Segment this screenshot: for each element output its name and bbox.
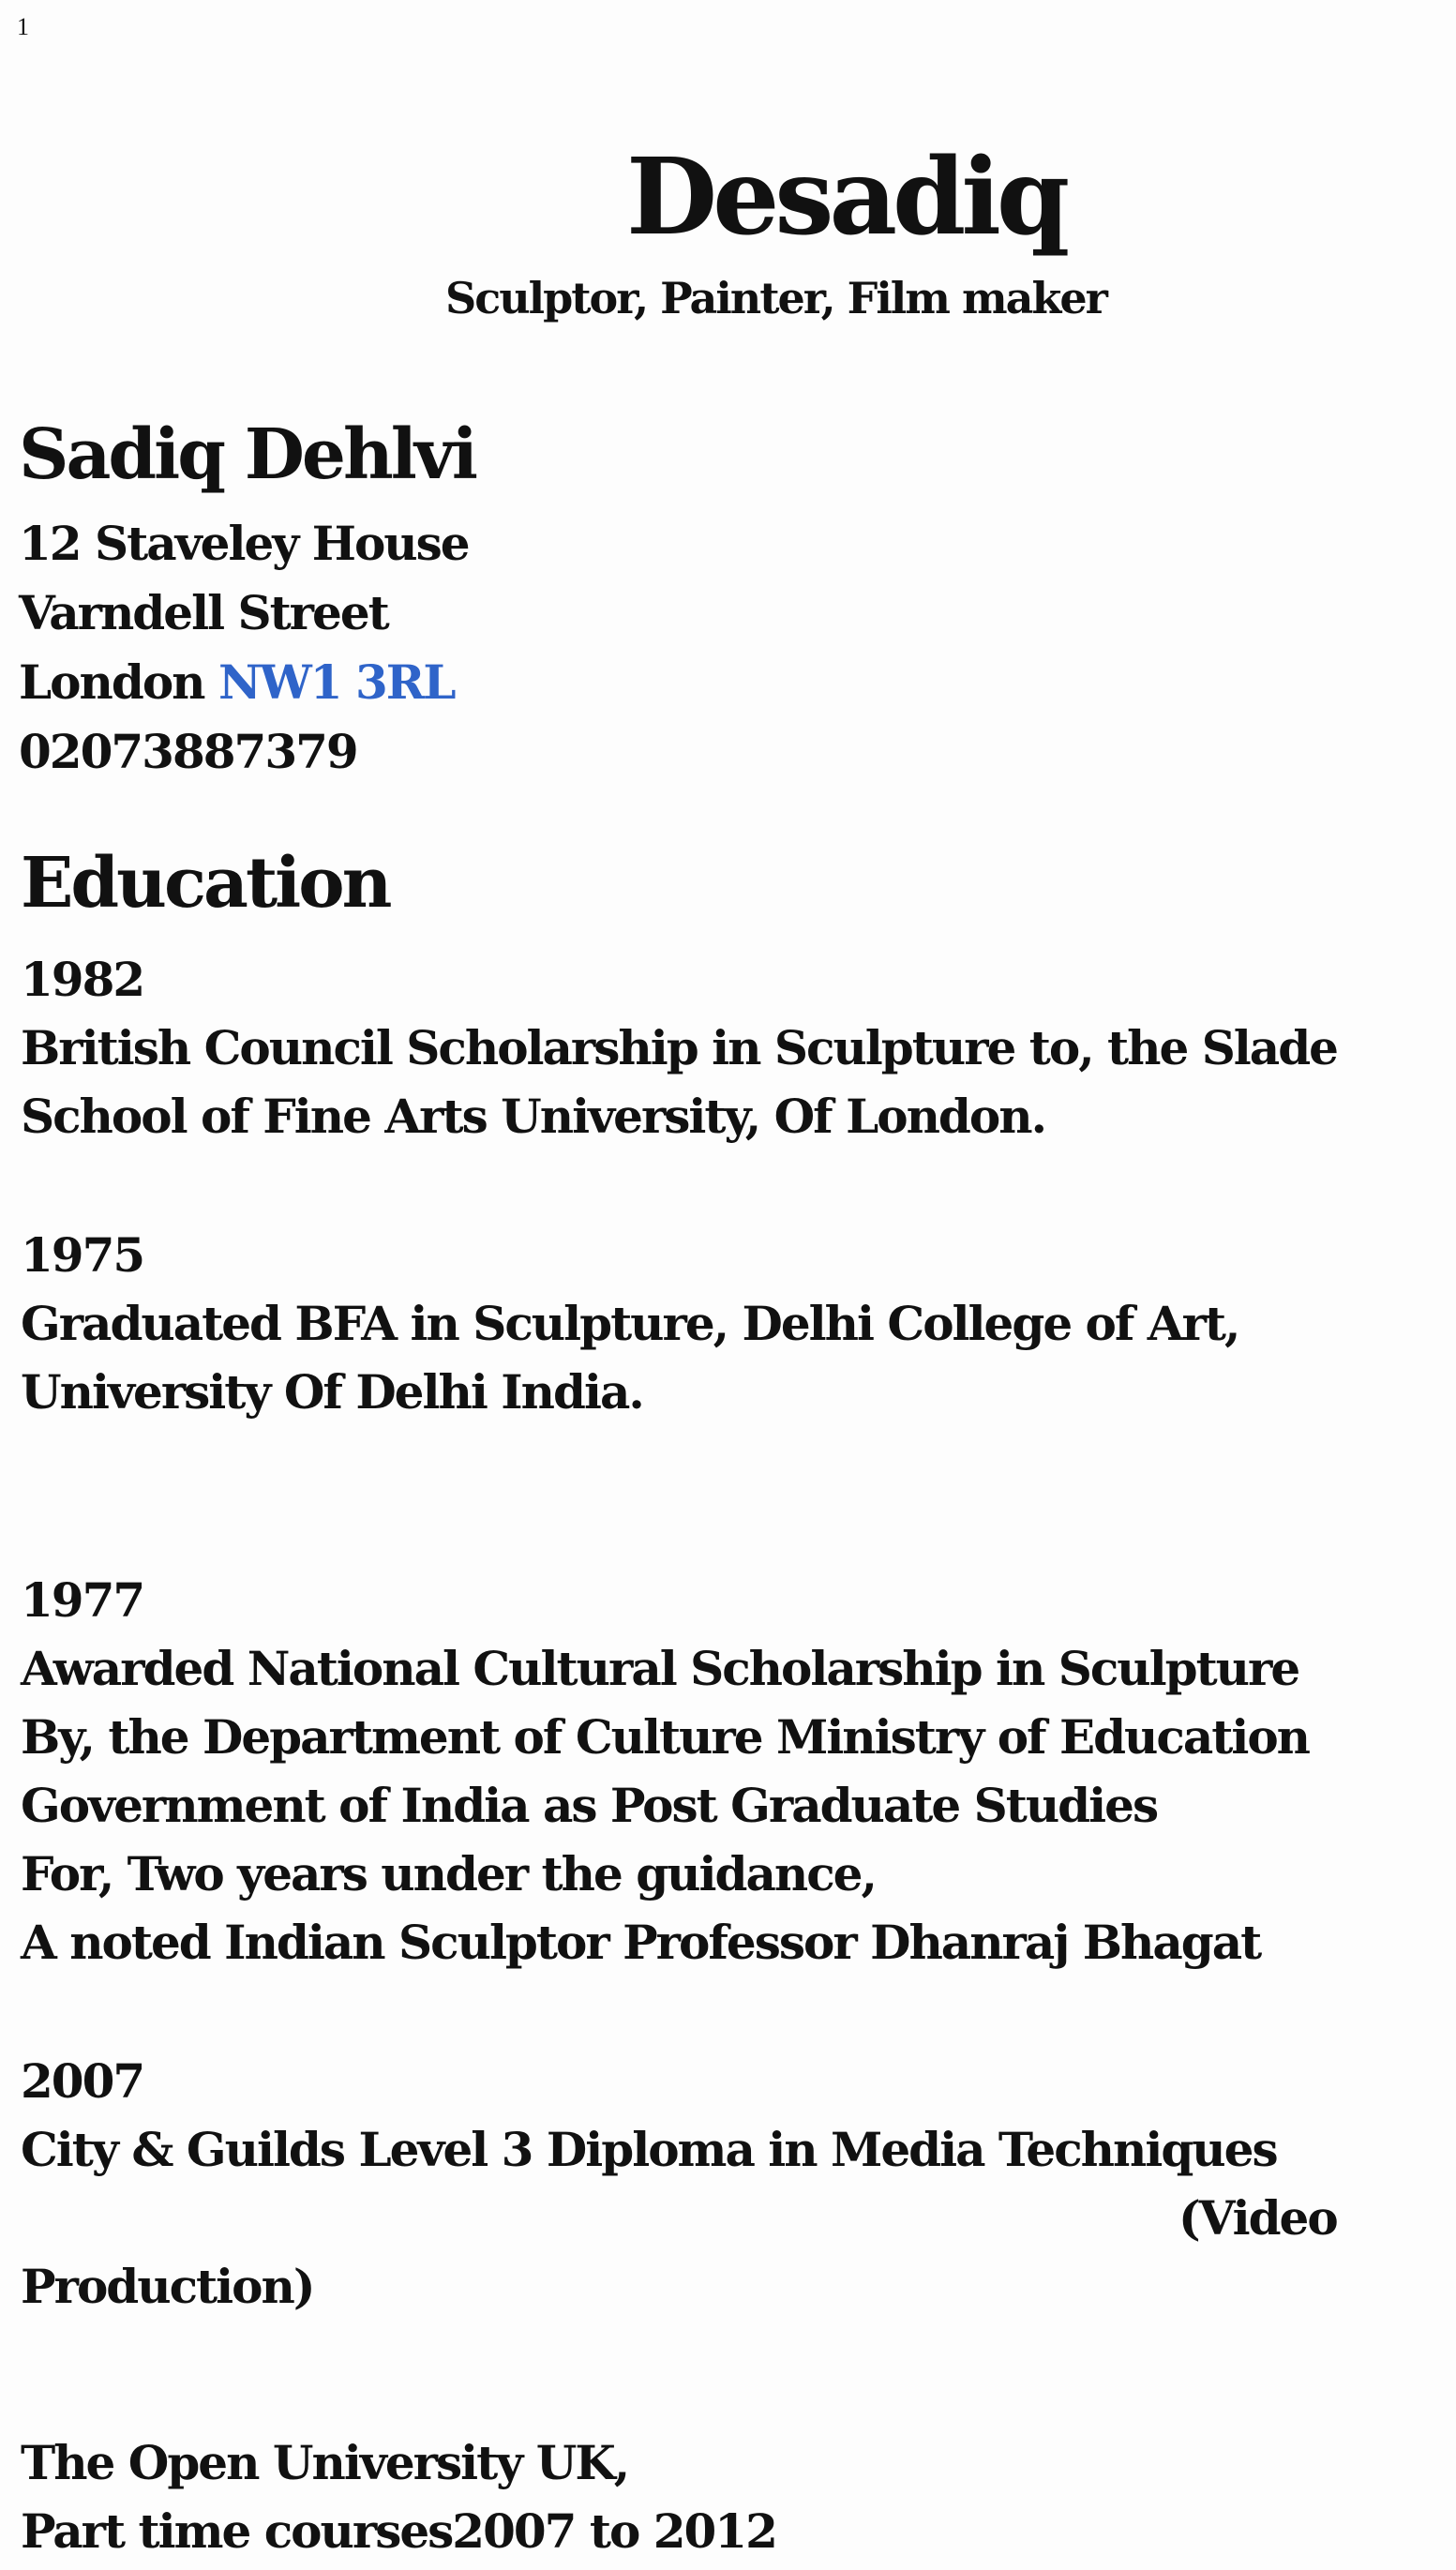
entry-year: 1975 — [21, 1227, 144, 1283]
education-entry-1977 — [21, 1566, 1309, 1976]
page-number: 1 — [17, 13, 29, 40]
address-postcode: NW1 3RL — [218, 654, 455, 710]
page-subtitle: Sculptor, Painter, Film maker — [445, 273, 1106, 323]
education-entry-2007 — [21, 2047, 1337, 2321]
education-entry-1982 — [21, 945, 1337, 1150]
entry-line: University Of Delhi India. — [21, 1364, 643, 1420]
entry-line: The Open University UK, — [21, 2435, 629, 2490]
entry-year: 1977 — [21, 1572, 144, 1628]
entry-line: British Council Scholarship in Sculpture to, the Slade — [21, 1020, 1337, 1075]
entry-line: (Video — [1178, 2190, 1337, 2246]
entry-line: Part time courses2007 to 2012 — [21, 2503, 776, 2559]
entry-line: For, Two years under the guidance, — [21, 1846, 876, 1901]
address-city: London — [19, 654, 204, 710]
entry-line: A noted Indian Sculptor Professor Dhanraj Bhagat — [21, 1915, 1261, 1970]
contact-name: Sadiq Dehlvi — [19, 414, 476, 495]
entry-year: 2007 — [21, 2053, 144, 2109]
entry-line: Production) — [21, 2259, 314, 2314]
page-title: Desadiq — [626, 136, 1066, 259]
address-city-line — [19, 648, 469, 717]
entry-line: Graduated BFA in Sculpture, Delhi College of Art, — [21, 1296, 1239, 1351]
contact-address — [19, 509, 469, 787]
address-line-2: Varndell Street — [19, 585, 388, 640]
entry-year: 1982 — [21, 952, 144, 1007]
education-entry-1975 — [21, 1221, 1238, 1426]
education-entry-open-university — [21, 2428, 776, 2565]
entry-line: Government of India as Post Graduate Studies — [21, 1778, 1158, 1833]
address-line-1: 12 Staveley House — [19, 516, 469, 571]
entry-line: City & Guilds Level 3 Diploma in Media Techniques — [21, 2122, 1277, 2177]
contact-phone: 02073887379 — [19, 724, 357, 779]
entry-line: Awarded National Cultural Scholarship in Sculpture — [21, 1641, 1299, 1696]
education-heading: Education — [21, 843, 390, 924]
entry-line: By, the Department of Culture Ministry of Education — [21, 1709, 1310, 1765]
entry-line: School of Fine Arts University, Of London. — [21, 1089, 1046, 1144]
